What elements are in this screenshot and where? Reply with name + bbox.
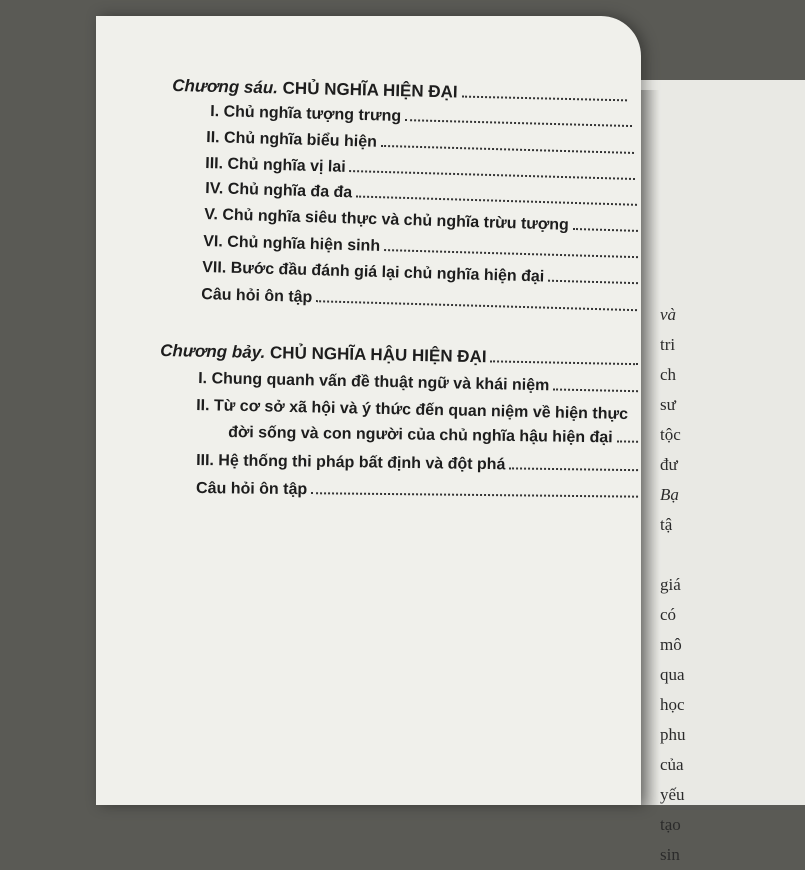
right-page-line: tộc xyxy=(660,425,681,444)
right-page-line: sư xyxy=(660,395,676,414)
chapter-7-heading xyxy=(160,341,638,370)
toc-item: IV. Chủ nghĩa đa đa xyxy=(205,180,637,211)
chapter-6-prefix: Chương sáu. xyxy=(172,76,279,98)
right-page-line: phu xyxy=(660,725,686,744)
toc-item: VII. Bước đầu đánh giá lại chủ nghĩa hiện đại xyxy=(202,259,638,289)
toc-item: III. Chủ nghĩa vị lai xyxy=(205,155,635,185)
toc-item: V. Chủ nghĩa siêu thực và chủ nghĩa trừu tượng xyxy=(204,206,638,237)
leader-dots xyxy=(356,185,637,205)
toc-item-continuation: đời sống và con người của chủ nghĩa hậu hiện đại xyxy=(228,424,638,448)
right-page-line: của xyxy=(660,755,684,774)
toc-item: II. Chủ nghĩa biểu hiện xyxy=(206,129,634,159)
leader-dots xyxy=(509,457,638,471)
chapter-7-title: CHỦ NGHĨA HẬU HIỆN ĐẠI xyxy=(269,343,487,367)
toc-item: I. Chung quanh vấn đề thuật ngữ và khái niệm xyxy=(198,370,638,397)
leader-dots xyxy=(381,135,635,154)
right-page-line: giá xyxy=(660,575,681,594)
leader-dots xyxy=(490,350,638,365)
toc-item: II. Từ cơ sở xã hội và ý thức đến quan niệm về hiện thực xyxy=(196,397,629,424)
chapter-6-heading xyxy=(172,76,627,106)
right-page-line: mô xyxy=(660,635,682,654)
leader-dots xyxy=(462,86,628,102)
leader-dots xyxy=(316,290,637,311)
right-page-line: Bạ xyxy=(660,485,679,504)
toc-item: VI. Chủ nghĩa hiện sinh xyxy=(203,233,638,263)
leader-dots xyxy=(553,378,638,392)
leader-dots xyxy=(617,430,639,442)
right-page-line: tạo xyxy=(660,815,681,834)
leader-dots xyxy=(311,482,638,497)
chapter-7-prefix: Chương bảy. xyxy=(160,341,266,363)
toc-item: Câu hỏi ôn tập xyxy=(201,286,637,316)
right-page-line: yếu xyxy=(660,785,685,804)
right-page-line: và xyxy=(660,305,677,324)
right-page-line: sin xyxy=(660,845,680,864)
right-page-line: đư xyxy=(660,455,678,474)
right-page-line: học xyxy=(660,695,685,714)
toc-item: I. Chủ nghĩa tượng trưng xyxy=(210,103,632,132)
leader-dots xyxy=(548,270,638,285)
right-page-line: qua xyxy=(660,665,685,684)
right-page-line: có xyxy=(660,605,677,624)
leader-dots xyxy=(384,239,638,258)
leader-dots xyxy=(350,160,636,180)
right-page-line: ch xyxy=(660,365,677,384)
chapter-6-title: CHỦ NGHĨA HIỆN ĐẠI xyxy=(282,78,458,102)
leader-dots xyxy=(405,109,632,127)
right-page-line: tậ xyxy=(660,515,673,534)
leader-dots xyxy=(573,218,639,232)
toc-item: Câu hỏi ôn tập xyxy=(196,480,638,503)
toc-item: III. Hệ thống thi pháp bất định và đột phá xyxy=(196,452,638,476)
right-page-line: tri xyxy=(660,335,676,354)
